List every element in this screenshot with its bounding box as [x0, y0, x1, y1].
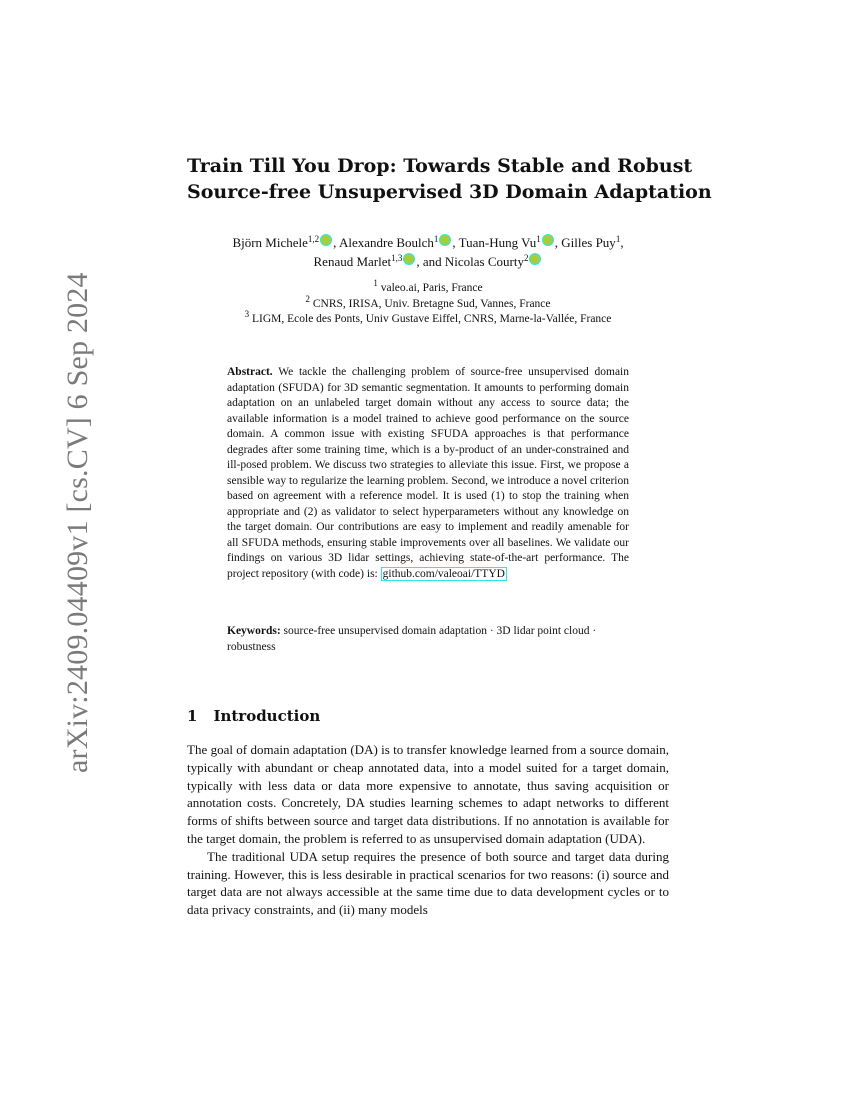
- author-name: Gilles Puy: [561, 235, 616, 250]
- author-affil-mark: 1,2: [307, 234, 320, 244]
- affiliation-2: [187, 293, 669, 313]
- affiliation-number: 3: [244, 309, 250, 319]
- author-affil-mark: 2: [523, 253, 529, 263]
- abstract: [227, 365, 629, 582]
- author-name: Tuan-Hung Vu: [458, 235, 537, 250]
- keywords: [227, 624, 629, 655]
- abstract-label: Abstract.: [227, 366, 273, 378]
- author-separator: ,: [620, 235, 624, 250]
- author-separator: ,: [333, 235, 337, 250]
- author-name: Nicolas Courty: [444, 254, 524, 269]
- arxiv-sidebar: [20, 272, 94, 773]
- title-line-2: Source-free Unsupervised 3D Domain Adaptation: [187, 181, 712, 203]
- abstract-text: We tackle the challenging problem of source-free unsupervised domain adaptation (SFUDA) for 3D semantic segmentation. It amounts to performing domain adaptation on an unlabeled target domain without any access to source data; the available information is a model trained to achieve good performance on the source domain. A common issue with existing SFUDA approaches is that performance degrades after some training time, which is a by-product of an under-constrained and ill-posed problem. We discuss two strategies to alleviate this issue. First, we propose a sensible way to regularize the learning problem. Second, we introduce a novel criterion based on agreement with a reference model. It is used (1) to stop the training when appropriate and (2) as validator to select hyperparameters without any knowledge on the target domain. Our contributions are easy to implement and readily amenable for all SFUDA methods, ensuring stable improvements over all baselines. We validate our findings on various 3D lidar settings, achieving state-of-the-art performance. The project repository (with code) is:: [227, 366, 630, 580]
- affiliation-1: [187, 278, 669, 297]
- author-separator: ,: [554, 235, 559, 250]
- arxiv-identifier: arXiv:2409.04409v1 [cs.CV] 6 Sep 2024: [61, 272, 94, 773]
- author-affil-mark: 1: [536, 234, 541, 244]
- author-affil-mark: 1,3: [391, 253, 403, 263]
- author-line-2: [187, 252, 669, 271]
- orcid-icon[interactable]: [529, 253, 541, 265]
- affiliation-text: valeo.ai, Paris, France: [380, 282, 483, 294]
- orcid-icon[interactable]: [403, 253, 415, 265]
- title-line-1: Train Till You Drop: Towards Stable and Robust: [187, 155, 693, 177]
- affiliation-number: 2: [305, 293, 310, 304]
- author-line-1: [187, 233, 669, 252]
- author-name: Björn Michele: [232, 235, 308, 250]
- affiliations: [187, 278, 669, 328]
- section-heading: [187, 706, 320, 726]
- affiliation-3: [187, 309, 669, 328]
- section-title: Introduction: [213, 707, 321, 725]
- affiliation-text: LIGM, Ecole des Ponts, Univ Gustave Eiffel, CNRS, Marne-la-Vallée, France: [251, 313, 612, 325]
- author-name: Alexandre Boulch: [338, 235, 434, 250]
- author-separator-and: and: [422, 254, 442, 269]
- keywords-text: source-free unsupervised domain adaptation · 3D lidar point cloud · robustness: [227, 625, 597, 653]
- paper-title: [187, 153, 712, 205]
- paragraph: The goal of domain adaptation (DA) is to transfer knowledge learned from a source domain, typically with abundant or cheap annotated data, into a model suited for a target domain, typically with less data or data more expensive to annotate, thus saving acquisition or annotation costs. Concretely, DA studies learning schemes to adapt networks to different forms of shifts between source and target data distributions. If no annotation is available for the target domain, the problem is referred to as unsupervised domain adaptation (UDA).: [187, 742, 669, 846]
- affiliation-number: 1: [373, 278, 378, 288]
- author-separator: ,: [452, 235, 456, 250]
- paragraph: The traditional UDA setup requires the presence of both source and target data during training. However, this is less desirable in practical scenarios for two reasons: (i) source and target data are not always accessible at the same time due to data development cycles or to data privacy constraints, and (ii) many models: [187, 848, 669, 918]
- keywords-label: Keywords:: [227, 625, 281, 637]
- author-affil-mark: 1: [615, 234, 621, 244]
- orcid-icon[interactable]: [439, 234, 451, 246]
- body-text: [187, 741, 669, 919]
- section-number: 1: [187, 707, 198, 725]
- repository-link[interactable]: github.com/valeoai/TTYD: [382, 567, 505, 580]
- author-separator: ,: [416, 254, 420, 269]
- author-list: [187, 233, 669, 271]
- author-affil-mark: 1: [433, 234, 439, 244]
- author-name: Renaud Marlet: [313, 254, 392, 269]
- orcid-icon[interactable]: [320, 234, 332, 246]
- affiliation-text: CNRS, IRISA, Univ. Bretagne Sud, Vannes, France: [312, 297, 551, 310]
- orcid-icon[interactable]: [542, 234, 554, 246]
